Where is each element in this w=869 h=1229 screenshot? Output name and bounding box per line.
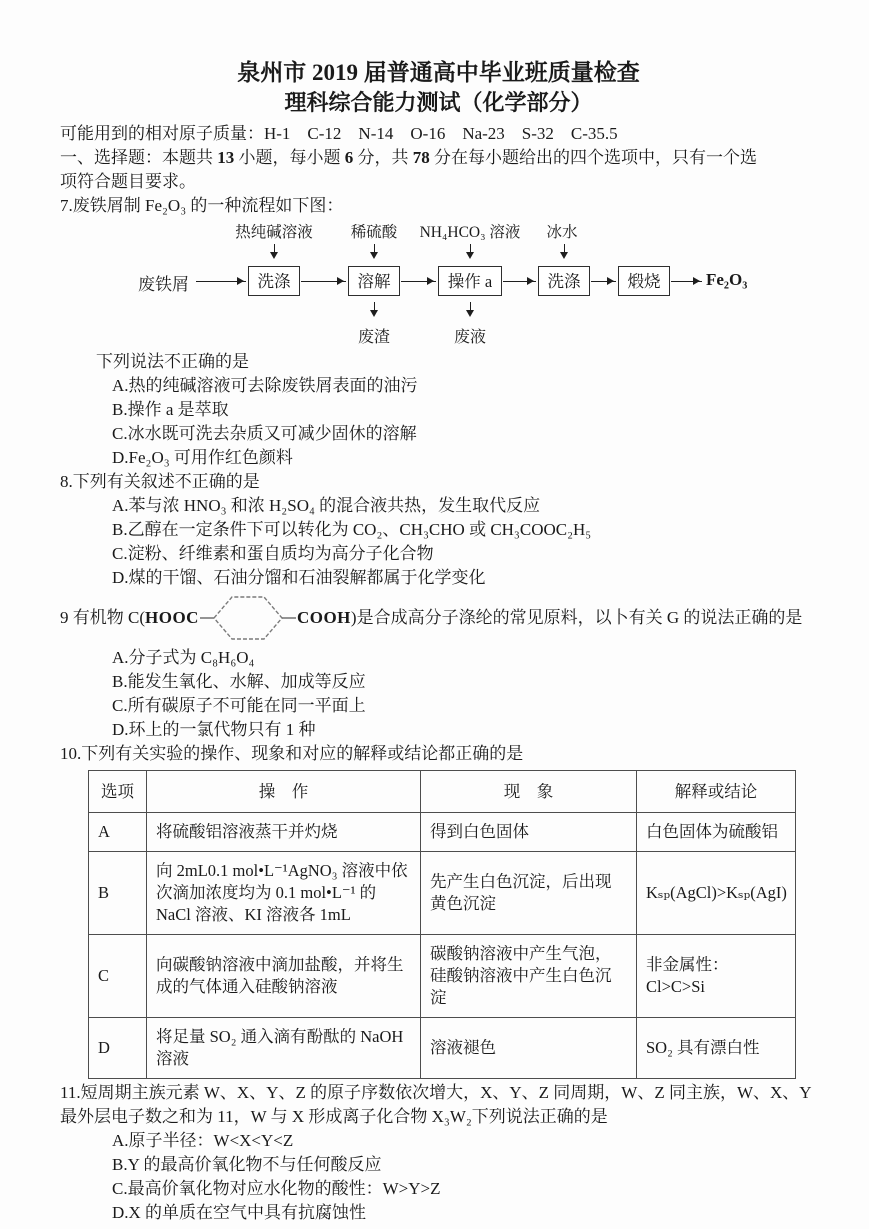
flow-step-operation-a: 操作 a (438, 266, 502, 296)
section-instructions-line2: 项符合题目要求。 (60, 172, 196, 191)
instr-seg: 分在每小题给出的四个选项中，只有一个选 (429, 148, 757, 167)
col-header-conclusion: 解释或结论 (637, 771, 796, 813)
row-b-phenomenon: 先产生白色沉淀，后出现黄色沉淀 (421, 852, 637, 935)
q10-stem: 10.下列有关实验的操作、现象和对应的解释或结论都正确的是 (60, 744, 524, 763)
q7-options (60, 374, 817, 470)
q9-stem-suffix: )是合成高分子涤纶的常见原料，以卜有关 G 的说法正确的是 (350, 608, 803, 627)
q8-options (60, 494, 817, 590)
instr-count: 13 (217, 148, 235, 167)
col-header-option: 选项 (89, 771, 147, 813)
flow-end-label: Fe₂O₃ (706, 270, 748, 289)
row-c-conclusion: 非金属性：Cl>C>Si (637, 935, 796, 1018)
arrow-down-icon (374, 244, 375, 257)
q7-stem: 7.废铁屑制 Fe₂O₃ 的一种流程如下图： (60, 196, 344, 215)
q11-option-b: B.Y 的最高价氧化物不与任何酸反应 (112, 1155, 382, 1174)
row-c-option: C (89, 935, 147, 1018)
table-row (89, 852, 796, 935)
q7-option-a: A.热的纯碱溶液可去除废铁屑表面的油污 (112, 376, 418, 395)
q8-stem: 8.下列有关叙述不正确的是 (60, 472, 260, 491)
q9-option-c: C.所有碳原子不可能在同一平面上 (112, 696, 366, 715)
q8-option-a: A.苯与浓 HNO₃ 和浓 H₂SO₄ 的混合液共热，发生取代反应 (112, 496, 541, 515)
q9-option-d: D.环上的一氯代物只有 1 种 (112, 720, 316, 739)
table-row (89, 1018, 796, 1079)
q10-table (88, 770, 796, 1079)
row-b-option: B (89, 852, 147, 935)
col-header-operation: 操 作 (147, 771, 421, 813)
table-header-row (89, 771, 796, 813)
flow-input-soda: 热纯碱溶液 (235, 224, 313, 241)
row-a-phenomenon: 得到白色固体 (421, 813, 637, 852)
flow-step-calcine: 煅烧 (618, 266, 670, 296)
col-header-phenomenon: 现 象 (421, 771, 637, 813)
row-a-option: A (89, 813, 147, 852)
flow-input-acid: 稀硫酸 (350, 224, 398, 241)
instr-seg: 一、选择题：本题共 (60, 148, 218, 167)
arrow-right-icon (196, 281, 246, 282)
row-c-phenomenon: 碳酸钠溶液中产生气泡，硅酸钠溶液中产生白色沉淀 (421, 935, 637, 1018)
flow-input-icewater: 冰水 (546, 224, 578, 241)
q11-option-d: D.X 的单质在空气中具有抗腐蚀性 (112, 1203, 367, 1222)
arrow-down-icon (470, 244, 471, 257)
flow-start-label: 废铁屑 (138, 275, 189, 294)
instr-total: 78 (412, 148, 430, 167)
row-d-phenomenon: 溶液褪色 (421, 1018, 637, 1079)
arrow-right-icon (591, 281, 616, 282)
table-row (89, 813, 796, 852)
section-instructions (60, 146, 817, 170)
atomic-mass-note: 可能用到的相对原子质量：H-1 C-12 N-14 O-16 Na-23 S-32 C-35.5 (60, 124, 618, 143)
q11-options (60, 1129, 817, 1225)
flow-output-residue: 废渣 (357, 329, 390, 346)
q7-option-c: C.冰水既可洗去杂质又可减少固休的溶解 (112, 424, 417, 443)
instr-seg: 小题，每小题 (234, 148, 345, 167)
benzene-ring-icon (200, 591, 296, 645)
row-a-conclusion: 白色固体为硫酸铝 (637, 813, 796, 852)
arrow-right-icon (301, 281, 346, 282)
arrow-right-icon (671, 281, 702, 282)
arrow-down-icon (470, 302, 471, 315)
arrow-right-icon (503, 281, 536, 282)
row-a-operation: 将硫酸铝溶液蒸干并灼烧 (147, 813, 421, 852)
q9-stem-prefix: 9 有机物 C( (60, 608, 145, 627)
row-d-option: D (89, 1018, 147, 1079)
flow-step-dissolve: 溶解 (348, 266, 400, 296)
q7-question: 下列说法不正确的是 (96, 352, 249, 371)
arrow-down-icon (374, 302, 375, 315)
q9-left-group: HOOC (145, 608, 199, 627)
q8-option-b: B.乙醇在一定条件下可以转化为 CO₂、CH₃CHO 或 CH₃COOC₂H₅ (112, 520, 592, 539)
row-c-operation: 向碳酸钠溶液中滴加盐酸，并将生成的气体通入硅酸钠溶液 (147, 935, 421, 1018)
flow-output-waste-liquid: 废液 (453, 329, 486, 346)
q11-option-a: A.原子半径：W<X<Y<Z (112, 1131, 294, 1150)
q8-option-d: D.煤的干馏、石油分馏和石油裂解都属于化学变化 (112, 568, 486, 587)
row-d-operation: 将足量 SO₂ 通入滴有酚酞的 NaOH 溶液 (147, 1018, 421, 1079)
q11-stem: 11.短周期主族元素 W、X、Y、Z 的原子序数依次增大，X、Y、Z 同周期，W、Z 同主族，W、X、Y 最外层电子数之和为 11，W 与 X 形成离子化合物 X₃W₂下列说法正确的是 (60, 1083, 811, 1126)
row-b-conclusion: Kₛₚ(AgCl)>Kₛₚ(AgI) (637, 852, 796, 935)
flow-step-wash1: 洗涤 (248, 266, 300, 296)
q9-option-a: A.分子式为 C₈H₆O₄ (112, 648, 255, 667)
q11-option-c: C.最高价氧化物对应水化物的酸性：W>Y>Z (112, 1179, 441, 1198)
arrow-down-icon (274, 244, 275, 257)
q9-options (60, 646, 817, 742)
instr-points: 6 (344, 148, 354, 167)
arrow-down-icon (564, 244, 565, 257)
row-d-conclusion: SO₂ 具有漂白性 (637, 1018, 796, 1079)
page-title: 泉州市 2019 届普通高中毕业班质量检查 (237, 60, 640, 85)
q7-option-b: B.操作 a 是萃取 (112, 400, 229, 419)
table-row (89, 935, 796, 1018)
q9-right-group: COOH (296, 608, 351, 627)
row-b-operation: 向 2mL0.1 mol•L⁻¹AgNO₃ 溶液中依次滴加浓度均为 0.1 mol•L⁻¹ 的 NaCl 溶液、KI 溶液各 1mL (147, 852, 421, 935)
q8-option-c: C.淀粉、纤维素和蛋自质均为高分子化合物 (112, 544, 434, 563)
q7-option-d: D.Fe₂O₃ 可用作红色颜料 (112, 448, 293, 467)
arrow-right-icon (401, 281, 436, 282)
q9-stem (60, 590, 817, 646)
instr-seg: 分，共 (353, 148, 413, 167)
flow-step-wash2: 洗涤 (538, 266, 590, 296)
q7-flowchart (138, 220, 798, 348)
flow-input-nh4hco3: NH₄HCO₃ 溶液 (419, 224, 521, 241)
page-subtitle: 理科综合能力测试（化学部分） (284, 90, 593, 115)
q9-option-b: B.能发生氧化、水解、加成等反应 (112, 672, 366, 691)
